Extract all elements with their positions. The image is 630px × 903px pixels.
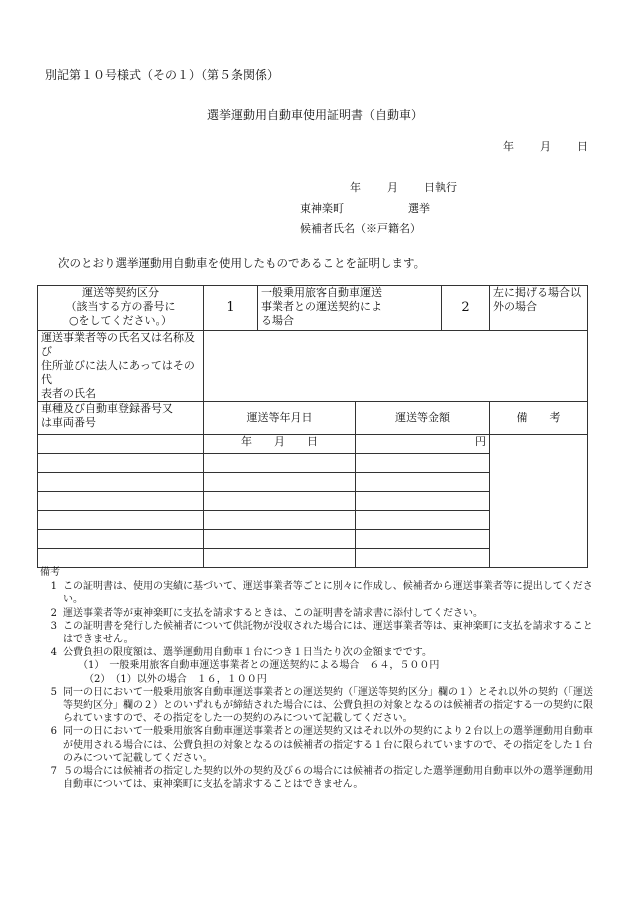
note-item: 2 運送事業者等が東神楽町に支払を請求するときは、この証明書を請求書に添付してください。 [50,607,483,619]
page-title: 選挙運動用自動車使用証明書（自動車） [206,108,423,122]
note-4-sub-1: （1） 一般乗用旅客自動車運送事業者との運送契約による場合 ６４，５００円 [78,660,440,672]
vehicle-cell[interactable] [38,473,204,492]
option-1-text: 一般乗用旅客自動車運送 事業者との運送契約によ る場合 [258,286,442,331]
notes-heading: 備考 [40,567,60,578]
unit-yen: 円 [475,435,487,448]
table-row [38,435,588,454]
note-4-sub-2: （2） （1）以外の場合 １６，１００円 [84,673,267,685]
election-date-line [350,181,457,195]
note-item: 4 公費負担の限度額は、選挙運動用自動車１台につき１日当たり次の金額までです。 [50,647,432,659]
amount-cell[interactable] [356,511,490,530]
certificate-table [37,285,588,568]
date-day: 日 [577,140,588,153]
date-cell[interactable] [204,454,356,473]
vehicle-cell[interactable] [38,492,204,511]
date-cell[interactable] [204,549,356,568]
note-item: 5 同一の日において一般乗用旅客自動車運送事業者との運送契約（「運送等契約区分」欄の１）とそれ以外の契約（「運送等契約区分」欄の２）とのいずれもが締結された場合には、公費負担の対象となるのは候補者の指定する一の契約に限られていますので、その指定をした一の契約のみについて記載してください。 [50,686,593,725]
option-2-text: 左に掲げる場合以 外の場合 [490,286,588,331]
amount-cell[interactable] [356,492,490,511]
unit-month: 月 [274,435,285,448]
form-reference: 別記第１０号様式（その１）（第５条関係） [45,68,280,82]
vehicle-cell[interactable] [38,549,204,568]
exec-day: 日執行 [424,181,457,194]
exec-year: 年 [350,181,361,194]
note-item: 1 この証明書は、使用の実績に基づいて、運送事業者等ごとに別々に作成し、候補者から運送事業者等に提出してください。 [50,581,593,606]
town-name: 東神楽町 [300,202,344,215]
date-cell[interactable] [204,473,356,492]
contract-type-label: 運送等契約区分 （該当する方の番号に ○をしてください。） [38,286,204,331]
note-item: 3 この証明書を発行した候補者について供託物が没収された場合には、運送事業者等は、東神楽町に支払を請求することはできません。 [50,620,593,646]
date-column-header: 運送等年月日 [204,402,356,435]
date-cell[interactable] [204,511,356,530]
vehicle-column-header: 車種及び自動車登録番号又 は車両番号 [38,402,204,435]
vehicle-cell[interactable] [38,511,204,530]
exec-month: 月 [387,181,398,194]
option-1-number[interactable]: 1 [204,286,258,331]
date-month: 月 [540,140,551,153]
vehicle-cell[interactable] [38,435,204,454]
date-cell[interactable] [204,530,356,549]
unit-year: 年 [241,435,252,448]
issue-date-line [503,140,588,154]
vehicle-cell[interactable] [38,530,204,549]
candidate-name-line: 候補者氏名（※戸籍名） [300,222,421,235]
notes-section [40,566,595,791]
amount-cell[interactable] [356,530,490,549]
operator-label: 運送事業者等の氏名又は名称及び 住所並びに法人にあってはその代 表者の氏名 [38,331,204,402]
remarks-column-header: 備 考 [490,402,588,435]
date-cell[interactable] [204,492,356,511]
option-2-number[interactable]: 2 [442,286,490,331]
remarks-cell[interactable] [490,435,588,568]
unit-day: 日 [307,435,318,448]
intro-statement: 次のとおり選挙運動用自動車を使用したものであることを証明します。 [58,256,426,270]
election-name-line [300,202,430,216]
amount-cell[interactable] [356,454,490,473]
note-item: 7 ５の場合には候補者の指定した契約以外の契約及び６の場合には候補者の指定した選挙運動用自動車以外の選挙運動用自動車については、東神楽町に支払を請求することはできません。 [50,766,593,791]
note-item: 6 同一の日において一般乗用旅客自動車運送事業者との運送契約又はそれ以外の契約により２台以上の選挙運動用自動車が使用される場合には、公費負担の対象となるのは候補者の指定する１台に限られていますので、その指定をした１台のみについて記載してください。 [50,726,593,764]
vehicle-cell[interactable] [38,454,204,473]
amount-cell[interactable] [356,473,490,492]
operator-field[interactable] [204,331,588,402]
amount-cell[interactable] [356,549,490,568]
amount-column-header: 運送等金額 [356,402,490,435]
election-label: 選挙 [408,202,430,215]
date-cell[interactable] [204,435,356,454]
amount-cell[interactable] [356,435,490,454]
date-year: 年 [503,140,514,153]
